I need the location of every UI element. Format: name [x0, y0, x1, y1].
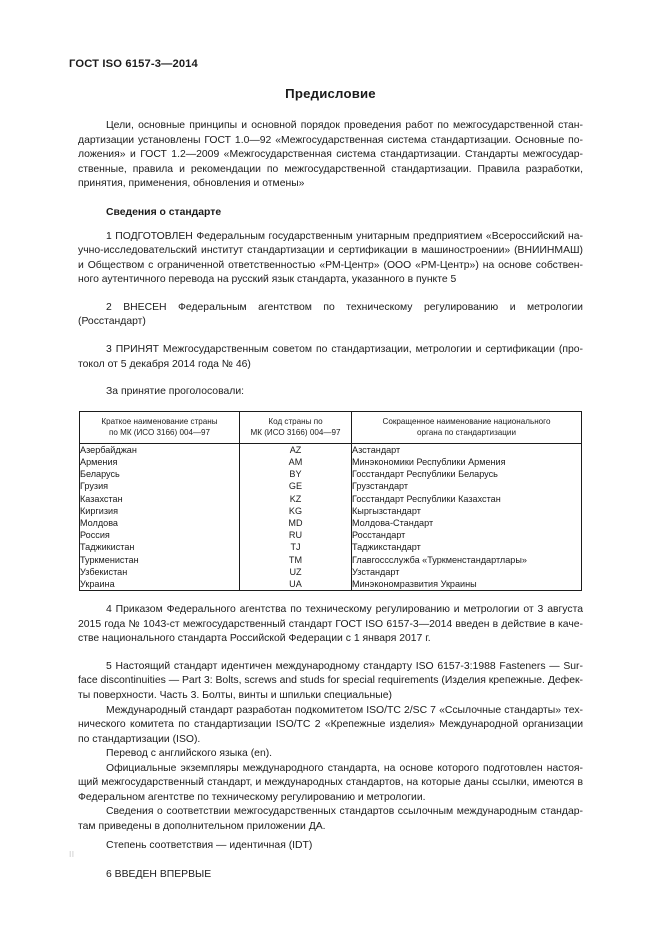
voters-table [79, 411, 582, 592]
clause-4-paragraph: 4 Приказом Федерального агентства по техническому регулированию и метрологии от 3 августа 2015 года № 1043-ст межгосударственный стандарт ГОСТ ISO 6157-3—2014 введен в действие в качестве национального стандарта Российской Федерации с 1 января 2017 г. [78, 604, 583, 645]
running-head: ГОСТ ISO 6157-3—2014 [69, 58, 198, 70]
table-row: Таджикстандарт [352, 542, 421, 553]
clause-5-sub-paragraph-4: Сведения о соответствии межгосударственных стандартов ссылочным международным стандартам приведены в дополнительном приложении ДА. [78, 806, 583, 832]
country-list [80, 444, 239, 590]
clause-2-paragraph: 2 ВНЕСЕН Федеральным агентством по техническому регулированию и метрологии (Росстандарт) [78, 301, 583, 328]
foreword-intro-paragraph: Цели, основные принципы и основной порядок проведения работ по межгосударственной стандартизации установлены ГОСТ 1.0—92 «Межгосударственная система стандартизации. Основные положения» и ГОСТ 1.2—2009 «Межгосударственная система стандартизации. Стандарты межгосударственные, правила и рекомендации по межгосударственной стандартизации. Правила разработки, принятия, применения, обновления и отмены» [78, 120, 583, 190]
table-row: AM [288, 457, 303, 468]
code-list [240, 444, 351, 590]
table-row: TJ [290, 542, 301, 553]
table-row: KZ [289, 493, 302, 504]
table-header-code [240, 411, 352, 443]
table-row: Кыргызстандарт [352, 505, 421, 516]
table-header-body [352, 411, 582, 443]
clause-3-paragraph: 3 ПРИНЯТ Межгосударственным советом по стандартизации, метрологии и сертификации (протокол от 5 декабря 2014 года № 46) [78, 344, 583, 370]
table-header-country-line1: Краткое наименование страны [101, 416, 218, 426]
table-header-country [80, 411, 240, 443]
voters-table-wrapper [78, 411, 583, 592]
table-header-code-line2: МК (ИСО 3166) 004—97 [250, 428, 341, 438]
table-row: GE [288, 481, 303, 492]
table-header-body-line2: органа по стандартизации [417, 428, 516, 438]
table-cell-codes [240, 443, 352, 590]
section-heading-standard-info: Сведения о стандарте [106, 206, 222, 218]
table-row: Молдова [80, 518, 118, 529]
clause-5-paragraph: 5 Настоящий стандарт идентичен международному стандарту ISO 6157-3:1988 Fasteners — Surface discontinuities — Part 3: Bolts, screws and studs for special requirements (Изделия крепежные. Дефекты поверхности. Часть 3. Болты, винты и шпильки специальные) [78, 660, 583, 702]
clause-5-sub-paragraph-2: Перевод с английского языка (en). [106, 748, 273, 760]
clause-1-paragraph: 1 ПОДГОТОВЛЕН Федеральным государственным унитарным предприятием «Всероссийский научно-исследовательский институт стандартизации и сертификации в машиностроении» (ВНИИНМАШ) и Обществом с ограниченной ответственностью «РМ-Центр» (ООО «РМ-Центр») на основе собственного аутентичного перевода на русский язык стандарта, указанного в пункте 5 [78, 230, 583, 286]
table-row: KG [288, 505, 303, 516]
table-row: Азстандарт [352, 444, 401, 455]
clause-5-sub-paragraph-1: Международный стандарт разработан подкомитетом ISO/TC 2/SC 7 «Ссылочные стандарты» технического комитета по стандартизации ISO/TC 2 «Крепежные изделия» Международной организации по стандартизации (ISO). [78, 704, 583, 745]
table-header-country-line2: по МК (ИСО 3166) 004—97 [108, 428, 211, 438]
table-row: BY [289, 469, 302, 480]
table-row: UZ [289, 566, 302, 577]
table-row: TM [288, 554, 303, 565]
table-row: UA [289, 579, 302, 590]
body-list [352, 444, 581, 590]
table-header-row [80, 411, 582, 443]
table-row: Туркменистан [80, 554, 139, 565]
table-header-body-line1: Сокращенное наименование национального [382, 416, 551, 426]
clause-5-sub-paragraph-3: Официальные экземпляры международного стандарта, на основе которого подготовлен настоящий межгосударственный стандарт, и международных стандартов, на которые даны ссылки, имеются в Федеральном агентстве по техническому регулированию и метрологии. [78, 762, 583, 803]
table-row: Росстандарт [352, 530, 406, 541]
table-row: Киргизия [80, 505, 119, 516]
vote-lead-in-paragraph: За принятие проголосовали: [106, 386, 245, 398]
table-row: Таджикистан [80, 542, 135, 553]
table-row: Беларусь [80, 469, 120, 480]
clause-5-sub-paragraph-5: Степень соответствия — идентичная (IDT) [106, 840, 313, 852]
table-cell-bodies [352, 443, 582, 590]
table-header-code-line1: Код страны по [268, 416, 323, 426]
table-row: MD [288, 518, 303, 529]
spacer [78, 854, 583, 868]
clause-6-paragraph: 6 ВВЕДЕН ВПЕРВЫЕ [106, 869, 212, 881]
table-row: Казахстан [80, 493, 123, 504]
table-row: Россия [80, 530, 110, 541]
table-row: Грузия [80, 481, 109, 492]
page-content [78, 86, 583, 891]
table-row: AZ [289, 444, 302, 455]
table-row: RU [288, 530, 303, 541]
page-title: Предисловие [285, 86, 376, 101]
page-folio: II [69, 849, 75, 859]
table-row: Грузстандарт [352, 481, 409, 492]
table-row: Азербайджан [80, 444, 137, 455]
table-cell-countries [80, 443, 240, 590]
table-row: Армения [80, 457, 118, 468]
table-row: Узстандарт [352, 566, 400, 577]
table-row: Госстандарт Республики Казахстан [352, 493, 501, 504]
table-row: Молдова-Стандарт [352, 518, 434, 529]
table-row: Минэкономразвития Украины [352, 579, 477, 590]
table-row: Украина [80, 579, 115, 590]
table-row: Госстандарт Республики Беларусь [352, 469, 498, 480]
table-row: Узбекистан [80, 566, 128, 577]
table-body-row [80, 443, 582, 590]
table-row: Главгоссслужба «Туркменстандартлары» [352, 554, 527, 565]
table-row: Минэкономики Республики Армения [352, 457, 506, 468]
